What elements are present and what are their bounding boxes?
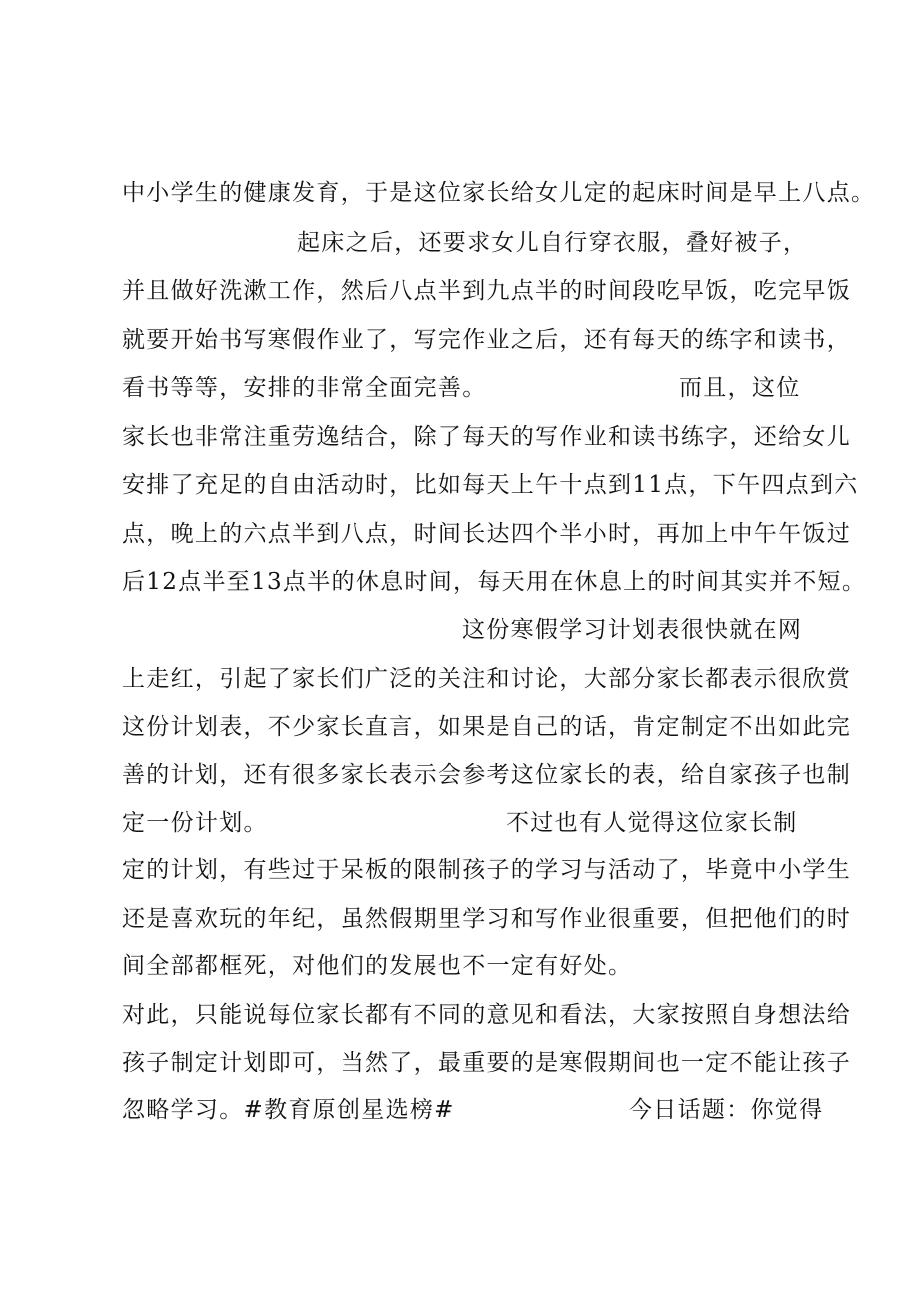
text-line-9: 点，晚上的六点半到八点，时间长达四个半小时，再加上中午午饭过 <box>122 521 851 547</box>
text-line-8: 安排了充足的自由活动时，比如每天上午十点到11点，下午四点到六 <box>122 472 859 498</box>
text-line-23: 今日话题：你觉得 <box>629 1097 824 1123</box>
text-line-22: 忽略学习。#教育原创星选榜# <box>122 1097 455 1123</box>
text-line-12: 上走红，引起了家长们广泛的关注和讨论，大部分家长都表示很欣赏 <box>122 666 851 692</box>
text-line-2: 起床之后，还要求女儿自行穿衣服，叠好被子， <box>297 230 808 256</box>
text-line-5: 看书等等，安排的非常全面完善。 <box>122 375 487 401</box>
text-line-11: 这份寒假学习计划表很快就在网 <box>462 617 803 643</box>
text-line-21: 孩子制定计划即可，当然了，最重要的是寒假期间也一定不能让孩子 <box>122 1050 851 1076</box>
text-line-3: 并且做好洗漱工作，然后八点半到九点半的时间段吃早饭，吃完早饭 <box>122 278 851 304</box>
text-line-13: 这份计划表，不少家长直言，如果是自己的话，肯定制定不出如此完 <box>122 714 851 740</box>
text-line-17: 定的计划，有些过于呆板的限制孩子的学习与活动了，毕竟中小学生 <box>122 857 851 883</box>
text-line-16: 不过也有人觉得这位家长制 <box>506 810 798 836</box>
text-line-10: 后12点半至13点半的休息时间，每天用在休息上的时间其实并不短。 <box>122 569 867 595</box>
text-line-6: 而且，这位 <box>679 375 801 401</box>
text-line-4: 就要开始书写寒假作业了，写完作业之后，还有每天的练字和读书， <box>122 327 851 353</box>
text-line-14: 善的计划，还有很多家长表示会参考这位家长的表，给自家孩子也制 <box>122 762 851 788</box>
text-line-20: 对此，只能说每位家长都有不同的意见和看法，大家按照自身想法给 <box>122 1002 851 1028</box>
text-line-1: 中小学生的健康发育，于是这位家长给女儿定的起床时间是早上八点。 <box>122 180 876 206</box>
text-line-19: 间全部都框死，对他们的发展也不一定有好处。 <box>122 953 633 979</box>
text-line-15: 定一份计划。 <box>122 810 268 836</box>
text-line-18: 还是喜欢玩的年纪，虽然假期里学习和写作业很重要，但把他们的时 <box>122 906 851 932</box>
text-line-7: 家长也非常注重劳逸结合，除了每天的写作业和读书练字，还给女儿 <box>122 424 851 450</box>
